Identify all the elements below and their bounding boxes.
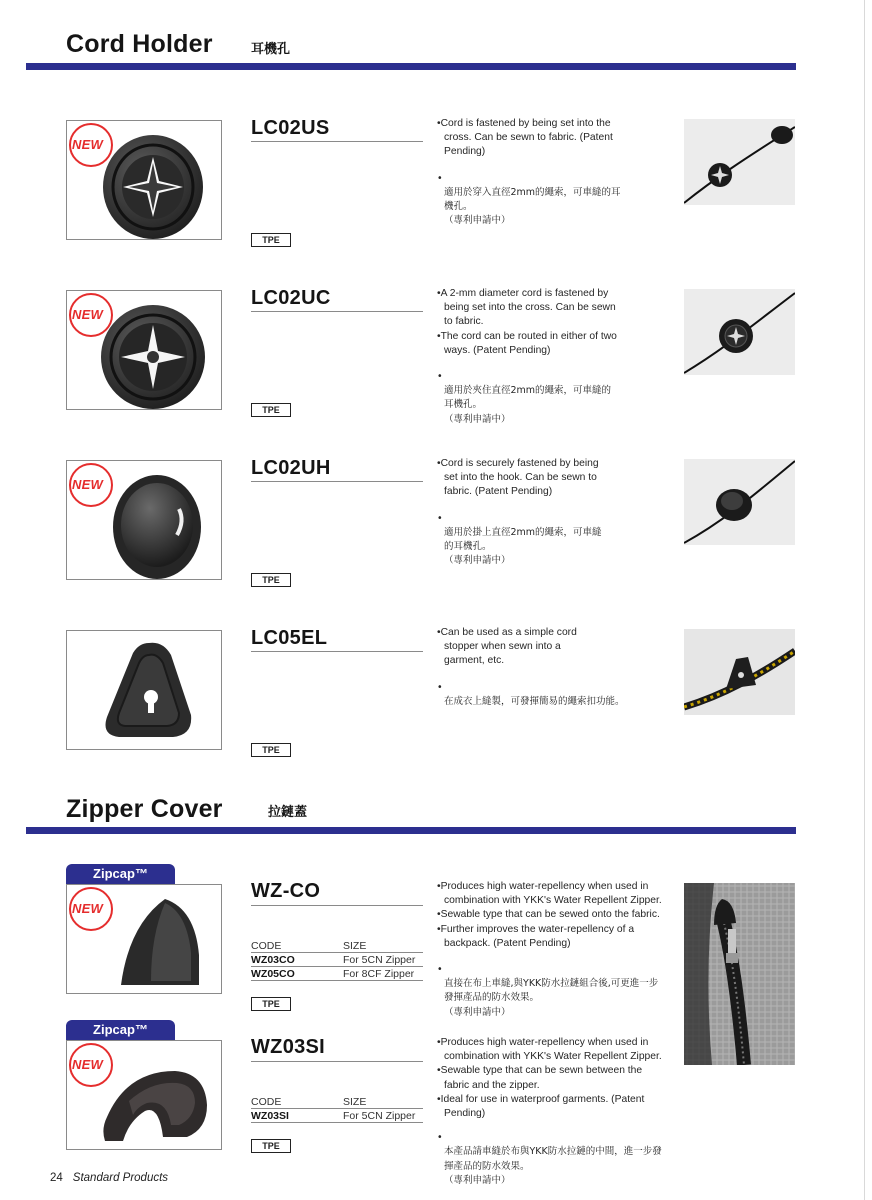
usage-photo-lc02uc — [684, 289, 795, 375]
description-bullet: • Can be used as a simple cord stopper when sewn into a garment, etc. — [437, 626, 597, 669]
section-title-cord-holder: Cord Holder — [66, 30, 213, 58]
new-badge: NEW — [69, 1043, 113, 1087]
code-table-header: CODE SIZE — [251, 1095, 423, 1109]
product-name: LC05EL — [251, 627, 328, 649]
product-image-wz-co — [66, 884, 222, 994]
product-image-lc02us — [66, 120, 222, 240]
code-table-row: WZ03CO For 5CN Zipper — [251, 953, 423, 967]
description-chinese: • 直接在布上車縫,與YKK防水拉鏈組合後,可更進一步發揮產品的防水效果。 （專利申請中） — [437, 963, 662, 1020]
new-badge: NEW — [69, 463, 113, 507]
description-bullet: • Produces high water-repellency when used in combination with YKK's Water Repellent Zipper. — [437, 1036, 682, 1064]
description-bullet: • Sewable type that can be sewn between the fabric and the zipper. — [437, 1064, 662, 1092]
description-bullet: • The cord can be routed in either of two ways. (Patent Pending) — [437, 330, 617, 358]
description-bullet: • A 2-mm diameter cord is fastened by being set into the cross. Can be sewn to fabric. — [437, 287, 617, 330]
zipcap-tab: Zipcap™ — [66, 864, 175, 884]
product-description — [437, 287, 617, 427]
description-chinese: • 適用於掛上直徑2mm的繩索，可車縫的耳機孔。 （專利申請中） — [437, 512, 607, 569]
product-name: LC02US — [251, 117, 330, 139]
product-rule — [251, 1061, 423, 1062]
description-bullet: • Cord is fastened by being set into the cross. Can be sewn to fabric. (Patent Pending) — [437, 117, 627, 160]
code-size-table — [251, 1095, 423, 1123]
product-name: LC02UH — [251, 457, 331, 479]
usage-photo-lc02uh — [684, 459, 795, 545]
usage-photo-zipper — [684, 883, 795, 1065]
footer-label: Standard Products — [72, 1172, 169, 1184]
material-tag: TPE — [251, 573, 291, 587]
product-description — [437, 457, 607, 568]
description-bullet: • Cord is securely fastened by being set into the hook. Can be sewn to fabric. (Patent Pending) — [437, 457, 607, 500]
section-subtitle-cord-holder: 耳機孔 — [251, 42, 291, 57]
description-bullet: • Further improves the water-repellency of a backpack. (Patent Pending) — [437, 923, 657, 951]
new-badge: NEW — [69, 887, 113, 931]
page-edge-line — [864, 0, 865, 1200]
material-tag: TPE — [251, 1139, 291, 1153]
description-bullet: • Sewable type that can be sewed onto the fabric. — [437, 908, 677, 922]
code-table-row: WZ05CO For 8CF Zipper — [251, 967, 423, 981]
description-chinese: • 本產品請車縫於布與YKK防水拉鏈的中間，進一步發揮產品的防水效果。 （專利申請中） — [437, 1131, 662, 1188]
description-bullet: • Ideal for use in waterproof garments. (Patent Pending) — [437, 1093, 682, 1121]
description-chinese: • 在成衣上縫製，可發揮簡易的繩索扣功能。 — [437, 681, 657, 709]
material-tag: TPE — [251, 997, 291, 1011]
page-number: 24 — [50, 1172, 63, 1184]
new-badge: NEW — [69, 293, 113, 337]
product-description — [437, 880, 677, 1020]
product-image-lc02uc — [66, 290, 222, 410]
product-rule — [251, 905, 423, 906]
usage-photo-lc05el — [684, 629, 795, 715]
product-name: WZ-CO — [251, 880, 321, 902]
material-tag: TPE — [251, 233, 291, 247]
material-tag: TPE — [251, 403, 291, 417]
product-name: WZ03SI — [251, 1036, 326, 1058]
section-subtitle-zipper-cover: 拉鏈蓋 — [268, 805, 308, 820]
material-tag: TPE — [251, 743, 291, 757]
product-image-lc02uh — [66, 460, 222, 580]
description-bullet: • Produces high water-repellency when used in combination with YKK's Water Repellent Zipper. — [437, 880, 677, 908]
product-description — [437, 1036, 682, 1188]
page-footer — [50, 1172, 168, 1184]
zipcap-tab: Zipcap™ — [66, 1020, 175, 1040]
code-table-header: CODE SIZE — [251, 939, 423, 953]
product-description — [437, 626, 625, 709]
section-divider — [26, 827, 796, 834]
product-image-wz03si — [66, 1040, 222, 1150]
section-title-zipper-cover: Zipper Cover — [66, 795, 223, 823]
product-image-lc05el — [66, 630, 222, 750]
product-rule — [251, 141, 423, 142]
section-divider — [26, 63, 796, 70]
code-size-table — [251, 939, 423, 981]
description-chinese: • 適用於夾住直徑2mm的繩索，可車縫的耳機孔。 （專利申請中） — [437, 370, 617, 427]
product-rule — [251, 311, 423, 312]
description-chinese: • 適用於穿入直徑2mm的繩索，可車縫的耳機孔。 （專利申請中） — [437, 172, 627, 229]
product-description — [437, 117, 627, 228]
code-table-row: WZ03SI For 5CN Zipper — [251, 1109, 423, 1123]
product-rule — [251, 651, 423, 652]
product-name: LC02UC — [251, 287, 331, 309]
product-rule — [251, 481, 423, 482]
new-badge: NEW — [69, 123, 113, 167]
usage-photo-lc02us — [684, 119, 795, 205]
